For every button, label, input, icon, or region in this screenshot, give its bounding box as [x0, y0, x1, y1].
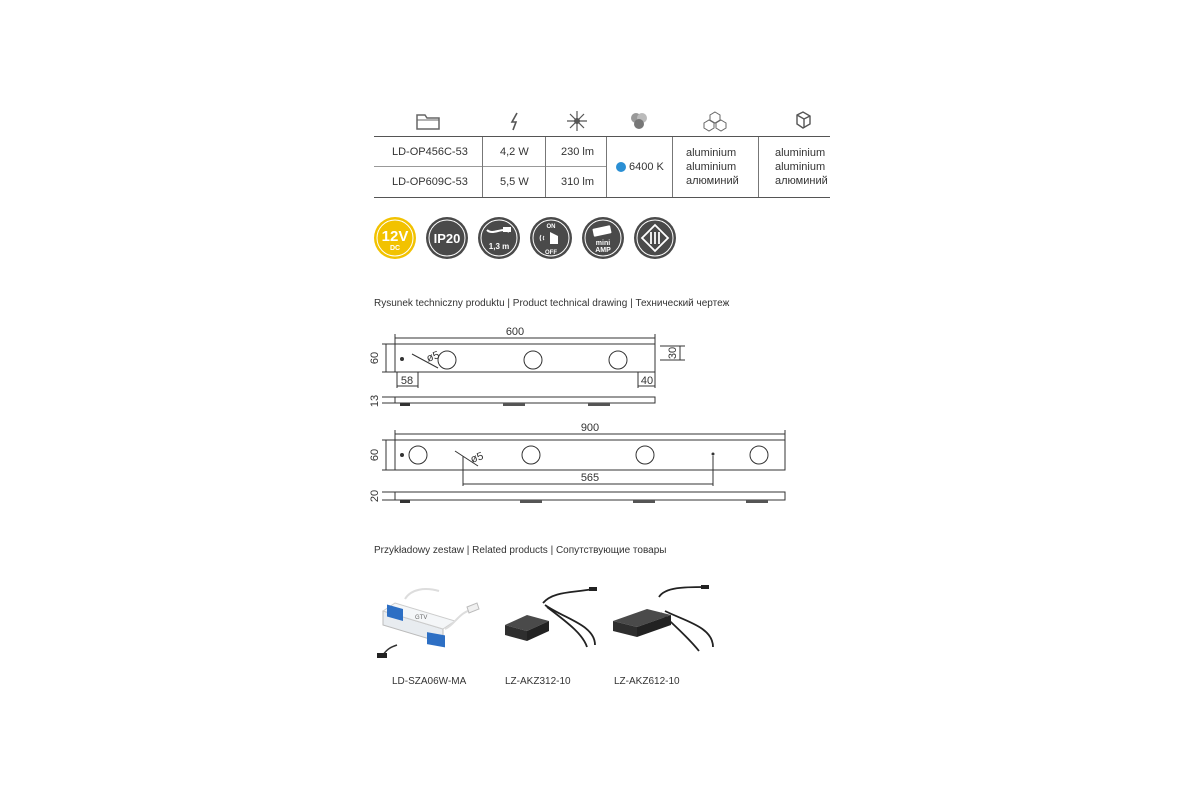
- dim-600: 600: [505, 326, 525, 338]
- voltage-text: 12V: [381, 228, 409, 245]
- dim-60b: 60: [369, 448, 381, 462]
- material-line: алюминий: [775, 175, 828, 187]
- model-cell: LD-OP456C-53: [392, 146, 468, 158]
- technical-drawing: [360, 320, 800, 520]
- power-cell: 5,5 W: [500, 176, 529, 188]
- dim-phi-a: ø5: [424, 349, 442, 365]
- cable-length-badge: [477, 216, 521, 260]
- class-iii-badge: [633, 216, 677, 260]
- dim-40: 40: [640, 375, 654, 387]
- luminous-flux-icon: [562, 108, 592, 134]
- drawing-section-title: Rysunek techniczny produktu | Product technical drawing | Технический чертеж: [374, 298, 730, 309]
- dim-13: 13: [369, 394, 381, 408]
- dim-900: 900: [580, 422, 600, 434]
- material-cell: [686, 146, 739, 188]
- material-line: aluminium: [775, 161, 826, 173]
- material-line: aluminium: [775, 147, 826, 159]
- dim-phi-b: ø5: [468, 450, 486, 466]
- mini-text: mini: [595, 240, 611, 247]
- model-cell: LD-OP609C-53: [392, 176, 468, 188]
- product-label[interactable]: LD-SZA06W-MA: [392, 676, 467, 687]
- material-line: aluminium: [686, 161, 737, 173]
- ip-rating-badge: [425, 216, 469, 260]
- bar-600-side: [395, 397, 655, 403]
- on-text: ON: [546, 224, 556, 230]
- dim-58: 58: [400, 375, 414, 387]
- junction-box-3-image[interactable]: [495, 583, 605, 663]
- bar-900-side: [395, 492, 785, 500]
- flux-cell: 310 lm: [561, 176, 595, 188]
- color-temp-dot: [616, 162, 626, 172]
- dim-565: 565: [580, 472, 600, 484]
- power-bolt-icon: [500, 108, 530, 134]
- flux-cell: 230 lm: [561, 146, 595, 158]
- bar-900-front: [395, 440, 785, 470]
- power-supply-image[interactable]: [375, 583, 485, 663]
- color-temperature-icon: [624, 108, 654, 134]
- power-cell: 4,2 W: [500, 146, 529, 158]
- voltage-badge: [373, 216, 417, 260]
- cable-length-text: 1,3 m: [488, 242, 510, 251]
- mini-amp-connector-badge: [581, 216, 625, 260]
- product-label[interactable]: LZ-AKZ612-10: [614, 676, 680, 687]
- folder-icon: [413, 108, 443, 134]
- material-icon: [700, 108, 730, 134]
- dim-60a: 60: [369, 351, 381, 365]
- material-line: алюминий: [686, 175, 739, 187]
- color-temp-cell: 6400 K: [629, 161, 664, 173]
- off-text: OFF: [545, 250, 557, 256]
- related-section-title: Przykładowy zestaw | Related products | Сопутствующие товары: [374, 545, 667, 556]
- amp-text: AMP: [595, 247, 611, 254]
- material-line: aluminium: [686, 147, 737, 159]
- housing-material-cell: [775, 146, 828, 188]
- voltage-dc-text: DC: [389, 245, 401, 252]
- ip-rating-text: IP20: [433, 231, 461, 246]
- housing-icon: [788, 108, 818, 134]
- dim-20: 20: [369, 489, 381, 503]
- dim-30: 30: [667, 346, 679, 360]
- product-label[interactable]: LZ-AKZ312-10: [505, 676, 571, 687]
- junction-box-6-image[interactable]: [607, 583, 717, 663]
- svg-text:GTV: GTV: [415, 615, 428, 621]
- touch-switch-badge: [529, 216, 573, 260]
